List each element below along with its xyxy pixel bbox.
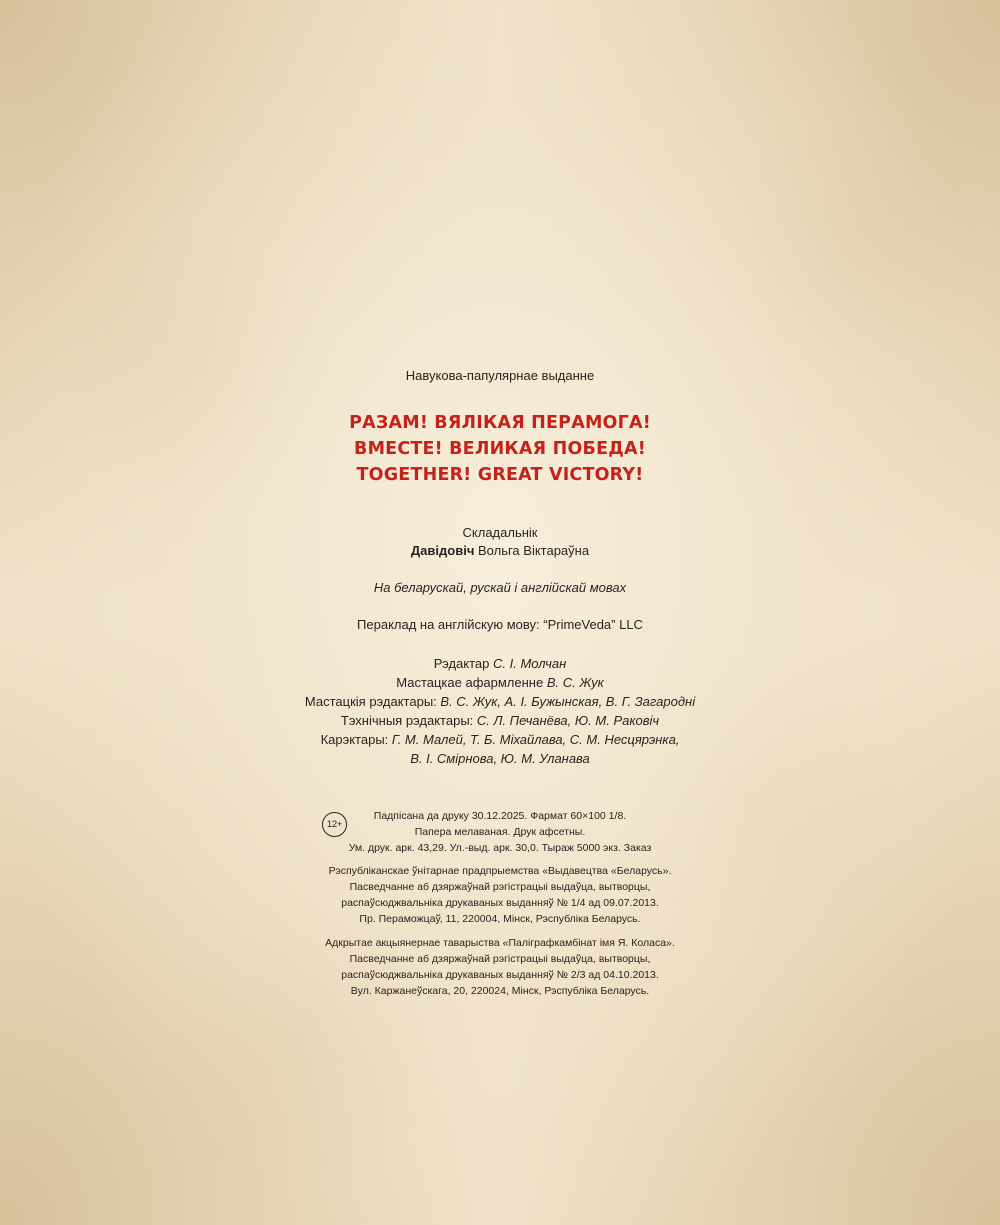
book-title <box>250 410 750 488</box>
compiler-surname: Давідовіч <box>410 543 475 558</box>
printer-line: Адкрытае акцыянернае таварыства «Паліграфкамбінат імя Я. Коласа». <box>325 937 675 949</box>
printer-line: Вул. Каржанеўскага, 20, 220024, Мінск, Рэспубліка Беларусь. <box>350 985 650 997</box>
publisher-line: Пр. Пераможцаў, 11, 220004, Мінск, Рэспубліка Беларусь. <box>359 913 641 925</box>
proofreaders-names-1: Г. М. Малей, Т. Б. Міхайлава, С. М. Несцярэнка, <box>391 732 680 747</box>
translation-credit: Пераклад на англійскую мову: “PrimeVeda” LLC <box>357 617 643 632</box>
editor-line <box>220 654 780 673</box>
art-editors-line <box>220 692 780 711</box>
art-editors-names: В. С. Жук, А. І. Бужынская, В. Г. Загародні <box>440 694 696 709</box>
design-label: Мастацкае афармленне <box>396 675 544 690</box>
publisher-line: распаўсюджвальніка друкаваных выданняў № 1/4 ад 09.07.2013. <box>341 897 659 909</box>
print-info-line: Ум. друк. арк. 43,29. Ул.-выд. арк. 30,0. Тыраж 5000 экз. Заказ <box>348 842 652 854</box>
compiler-label: Складальнік <box>462 525 538 540</box>
editor-label: Рэдактар <box>433 656 490 671</box>
publisher-info <box>300 863 700 927</box>
print-info-line: Падпісана да друку 30.12.2025. Фармат 60×100 1/8. <box>373 810 627 822</box>
proofreaders-label: Карэктары: <box>320 732 389 747</box>
tech-editors-line <box>220 711 780 730</box>
compiler-name <box>250 542 750 560</box>
printer-line: Пасведчанне аб дзяржаўнай рэгістрацыі выдаўца, вытворцы, <box>349 953 651 965</box>
print-info-line: Папера мелаваная. Друк афсетны. <box>414 826 586 838</box>
proofreaders-line-2 <box>220 749 780 768</box>
proofreaders-names-2: В. І. Смірнова, Ю. М. Уланава <box>410 751 590 766</box>
publisher-line: Рэспубліканскае ўнітарнае прадпрыемства «Выдавецтва «Беларусь». <box>328 865 672 877</box>
publication-type: Навукова-папулярнае выданне <box>405 368 595 383</box>
age-rating-badge: 12+ <box>322 812 347 837</box>
proofreaders-line <box>220 730 780 749</box>
tech-editors-label: Тэхнічныя рэдактары: <box>340 713 474 728</box>
design-line <box>220 673 780 692</box>
art-editors-label: Мастацкія рэдактары: <box>304 694 437 709</box>
printer-info <box>300 935 700 999</box>
design-name: В. С. Жук <box>546 675 604 690</box>
printer-line: распаўсюджвальніка друкаваных выданняў № 2/3 ад 04.10.2013. <box>341 969 659 981</box>
editorial-credits <box>220 654 780 768</box>
publisher-line: Пасведчанне аб дзяржаўнай рэгістрацыі выдаўца, вытворцы, <box>349 881 651 893</box>
compiler-given-name: Вольга Віктараўна <box>478 543 590 558</box>
languages-note: На беларускай, рускай і англійскай мовах <box>373 580 627 595</box>
print-info <box>300 808 700 856</box>
editor-name: С. І. Молчан <box>493 656 567 671</box>
title-line-belarusian: РАЗАМ! ВЯЛІКАЯ ПЕРАМОГА! <box>349 413 651 433</box>
title-line-russian: ВМЕСТЕ! ВЕЛИКАЯ ПОБЕДА! <box>354 439 646 459</box>
title-line-english: TOGETHER! GREAT VICTORY! <box>356 465 644 485</box>
tech-editors-names: С. Л. Печанёва, Ю. М. Раковіч <box>476 713 660 728</box>
compiler-block <box>250 524 750 560</box>
